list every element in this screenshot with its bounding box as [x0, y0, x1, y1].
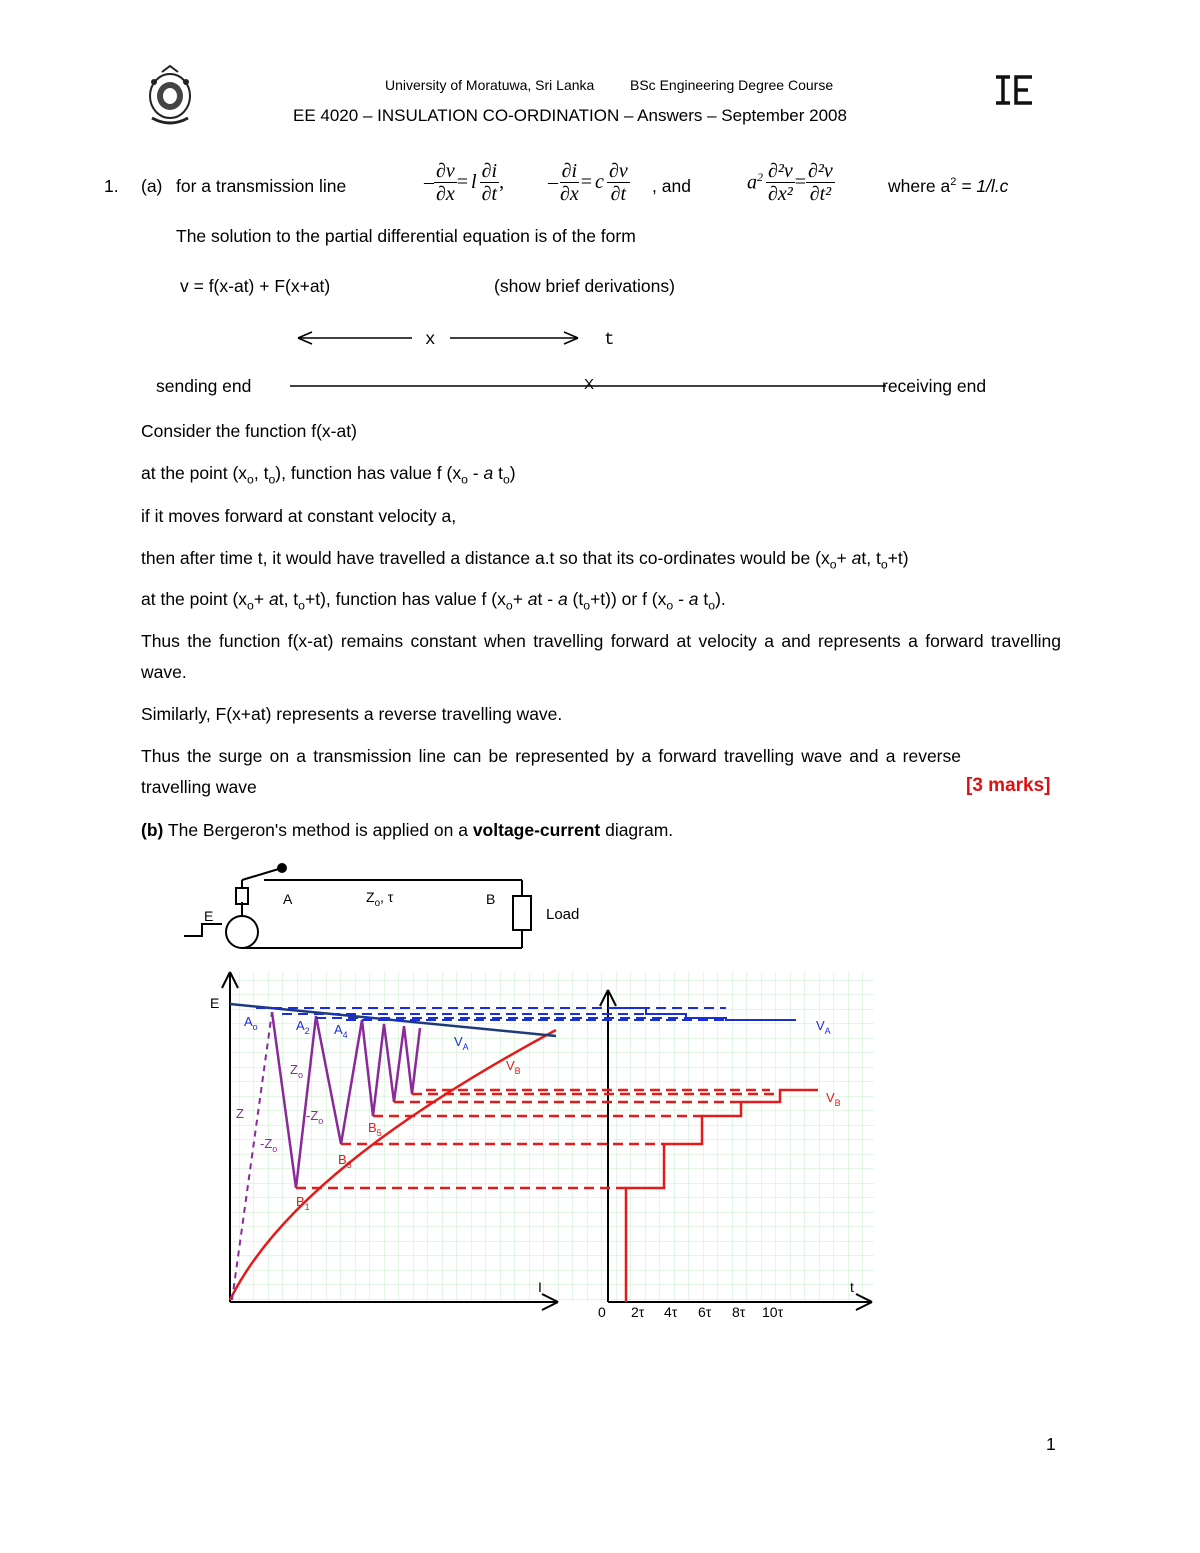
part-b-text: (b) The Bergeron's method is applied on a voltage-current diagram.	[141, 820, 674, 840]
moves-forward-text: if it moves forward at constant velocity a,	[141, 506, 457, 526]
point-text: at the point ($x_o$, $t_o$), function has value f ($x_o$ - a $t_o$)	[141, 463, 516, 487]
slope-z0: $Z_o$	[290, 1062, 303, 1080]
university-logo	[142, 62, 198, 130]
va-label-right: $V_A$	[816, 1018, 831, 1036]
tick-0: 0	[598, 1304, 606, 1320]
vb-label-right: $V_B$	[826, 1090, 841, 1108]
point-a0: $A_o$	[244, 1014, 258, 1032]
circuit-label-e: E	[204, 908, 214, 924]
equation-and: , and	[652, 176, 691, 196]
header-degree: BSc Engineering Degree Course	[630, 77, 834, 93]
circuit-label-b: B	[486, 891, 496, 907]
x-mark: X	[584, 376, 595, 393]
vb-label-left: $V_B$	[506, 1058, 521, 1076]
circuit-label-load: Load	[546, 906, 580, 923]
point-b1: $B_1$	[296, 1194, 310, 1212]
question-number: 1.	[104, 176, 119, 196]
point-b3: $B_3$	[338, 1152, 352, 1170]
marks-badge: [3 marks]	[966, 775, 1051, 796]
equation-telegraph-2: – $\frac{\partial i}{\partial x}$ = c $\frac{\partial v}{\partial t}$	[548, 160, 628, 205]
t-label: t	[604, 330, 615, 350]
solution-form: v = f(x-at) + F(x+at)	[180, 276, 331, 296]
solution-text: The solution to the partial differential equation is of the form	[176, 226, 636, 246]
thus-constant-text: Thus the function f(x-at) remains constant when travelling forward at velocity a and represents a forward travelling wave.	[141, 631, 1061, 682]
va-label-left: $V_A$	[454, 1034, 469, 1052]
sending-end-label: sending end	[156, 376, 252, 396]
bergeron-diagram	[196, 966, 886, 1326]
tick-8tau: 8τ	[732, 1304, 746, 1320]
circuit-label-a: A	[283, 891, 293, 907]
equation-where: where $a^2 = 1/l.c$	[888, 176, 1009, 196]
slope-neg-z0-b: $-Z_o$	[306, 1108, 324, 1126]
slope-neg-z0-a: $-Z_o$	[260, 1136, 278, 1154]
department-logo	[994, 74, 1034, 106]
part-a-intro: for a transmission line	[176, 176, 347, 196]
point-b5: $B_5$	[368, 1120, 382, 1138]
consider-text: Consider the function f(x-at)	[141, 421, 357, 441]
tick-6tau: 6τ	[698, 1304, 712, 1320]
tick-4tau: 4τ	[664, 1304, 678, 1320]
right-x-label: t	[850, 1279, 854, 1295]
similarly-text: Similarly, F(x+at) represents a reverse travelling wave.	[141, 704, 563, 724]
page-number: 1	[1046, 1434, 1056, 1454]
circuit-diagram	[180, 858, 600, 968]
header-university: University of Moratuwa, Sri Lanka	[385, 77, 595, 93]
part-a-label: (a)	[141, 176, 163, 196]
equation-telegraph-1: – $\frac{\partial v}{\partial x}$ = l $\frac{\partial i}{\partial t}$ ,	[424, 160, 505, 205]
tick-2tau: 2τ	[631, 1304, 645, 1320]
after-time-text: then after time t, it would have travelled a distance a.t so that its co-ordinates would be ($x_o+$ at, $t_o+t$)	[141, 548, 909, 572]
second-point-text: at the point ($x_o+$ at, $t_o+t$), function has value f ($x_o+$ at - a $(t_o+t)$) or f ($x_o$ - a $t_o$).	[141, 589, 726, 613]
point-a2: $A_2$	[296, 1018, 310, 1036]
course-title: EE 4020 – INSULATION CO-ORDINATION – Answers – September 2008	[293, 106, 847, 125]
x-t-arrow	[290, 326, 620, 352]
point-a4: $A_4$	[334, 1022, 348, 1040]
left-x-label: I	[538, 1279, 542, 1295]
left-y-label: E	[210, 995, 220, 1011]
circuit-label-line: $Z_o$, τ	[366, 889, 394, 909]
slope-z: Z	[236, 1106, 244, 1121]
tick-10tau: 10τ	[762, 1304, 784, 1320]
x-label: x	[425, 330, 436, 350]
derivation-note: (show brief derivations)	[494, 276, 675, 296]
thus-surge-text: Thus the surge on a transmission line can be represented by a forward travelling wave and a reverse travelling wave	[141, 746, 961, 797]
equation-wave: $a^2$ $\frac{\text{∂²v}}{\text{∂x²}}$ = $\frac{\text{∂²v}}{\text{∂t²}}$	[747, 160, 833, 205]
receiving-end-label: receiving end	[882, 376, 987, 396]
